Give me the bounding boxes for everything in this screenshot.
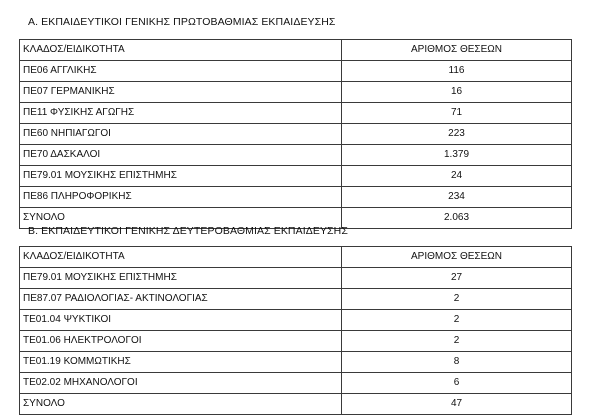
positions-cell: 8 bbox=[342, 352, 572, 373]
table-row bbox=[20, 82, 572, 103]
total-value-cell: 47 bbox=[342, 394, 572, 415]
specialty-cell: ΤΕ01.04 ΨΥΚΤΙΚΟΙ bbox=[20, 310, 342, 331]
table-row bbox=[20, 61, 572, 82]
table-row bbox=[20, 310, 572, 331]
positions-cell: 1.379 bbox=[342, 145, 572, 166]
positions-cell: 2 bbox=[342, 289, 572, 310]
specialty-cell: ΠΕ86 ΠΛΗΡΟΦΟΡΙΚΗΣ bbox=[20, 187, 342, 208]
table-row bbox=[20, 373, 572, 394]
positions-cell: 116 bbox=[342, 61, 572, 82]
positions-cell: 71 bbox=[342, 103, 572, 124]
column-header-positions: ΑΡΙΘΜΟΣ ΘΕΣΕΩΝ bbox=[342, 247, 572, 268]
specialty-cell: ΠΕ60 ΝΗΠΙΑΓΩΓΟΙ bbox=[20, 124, 342, 145]
table-row bbox=[20, 166, 572, 187]
table-row bbox=[20, 145, 572, 166]
table-header-row bbox=[20, 247, 572, 268]
positions-cell: 16 bbox=[342, 82, 572, 103]
positions-cell: 223 bbox=[342, 124, 572, 145]
specialty-cell: ΠΕ70 ΔΑΣΚΑΛΟΙ bbox=[20, 145, 342, 166]
specialty-cell: ΠΕ87.07 ΡΑΔΙΟΛΟΓΙΑΣ- ΑΚΤΙΝΟΛΟΓΙΑΣ bbox=[20, 289, 342, 310]
primary-education-table bbox=[19, 39, 572, 229]
specialty-cell: ΠΕ11 ΦΥΣΙΚΗΣ ΑΓΩΓΗΣ bbox=[20, 103, 342, 124]
total-label-cell: ΣΥΝΟΛΟ bbox=[20, 394, 342, 415]
positions-cell: 27 bbox=[342, 268, 572, 289]
table-row bbox=[20, 187, 572, 208]
specialty-cell: ΤΕ01.19 ΚΟΜΜΩΤΙΚΗΣ bbox=[20, 352, 342, 373]
total-row bbox=[20, 394, 572, 415]
positions-cell: 234 bbox=[342, 187, 572, 208]
positions-cell: 2 bbox=[342, 310, 572, 331]
positions-cell: 2 bbox=[342, 331, 572, 352]
column-header-specialty: ΚΛΑΔΟΣ/ΕΙΔΙΚΟΤΗΤΑ bbox=[20, 247, 342, 268]
specialty-cell: ΠΕ79.01 ΜΟΥΣΙΚΗΣ ΕΠΙΣΤΗΜΗΣ bbox=[20, 268, 342, 289]
specialty-cell: ΤΕ02.02 ΜΗΧΑΝΟΛΟΓΟΙ bbox=[20, 373, 342, 394]
section-b-title: Β. ΕΚΠΑΙΔΕΥΤΙΚΟΙ ΓΕΝΙΚΗΣ ΔΕΥΤΕΡΟΒΑΘΜΙΑΣ ΕΚΠΑΙΔΕΥΣΗΣ bbox=[28, 225, 348, 237]
specialty-cell: ΠΕ06 ΑΓΓΛΙΚΗΣ bbox=[20, 61, 342, 82]
table-row bbox=[20, 352, 572, 373]
section-a-title: Α. ΕΚΠΑΙΔΕΥΤΙΚΟΙ ΓΕΝΙΚΗΣ ΠΡΩΤΟΒΑΘΜΙΑΣ ΕΚΠΑΙΔΕΥΣΗΣ bbox=[28, 16, 336, 28]
table-row bbox=[20, 268, 572, 289]
positions-cell: 6 bbox=[342, 373, 572, 394]
table-row bbox=[20, 331, 572, 352]
column-header-specialty: ΚΛΑΔΟΣ/ΕΙΔΙΚΟΤΗΤΑ bbox=[20, 40, 342, 61]
table-row bbox=[20, 289, 572, 310]
total-value-cell: 2.063 bbox=[342, 208, 572, 229]
specialty-cell: ΠΕ07 ΓΕΡΜΑΝΙΚΗΣ bbox=[20, 82, 342, 103]
specialty-cell: ΠΕ79.01 ΜΟΥΣΙΚΗΣ ΕΠΙΣΤΗΜΗΣ bbox=[20, 166, 342, 187]
secondary-education-table bbox=[19, 246, 572, 415]
table-row bbox=[20, 103, 572, 124]
specialty-cell: ΤΕ01.06 ΗΛΕΚΤΡΟΛΟΓΟΙ bbox=[20, 331, 342, 352]
positions-cell: 24 bbox=[342, 166, 572, 187]
table-row bbox=[20, 124, 572, 145]
total-label-cell: ΣΥΝΟΛΟ bbox=[20, 208, 342, 229]
table-header-row bbox=[20, 40, 572, 61]
column-header-positions: ΑΡΙΘΜΟΣ ΘΕΣΕΩΝ bbox=[342, 40, 572, 61]
